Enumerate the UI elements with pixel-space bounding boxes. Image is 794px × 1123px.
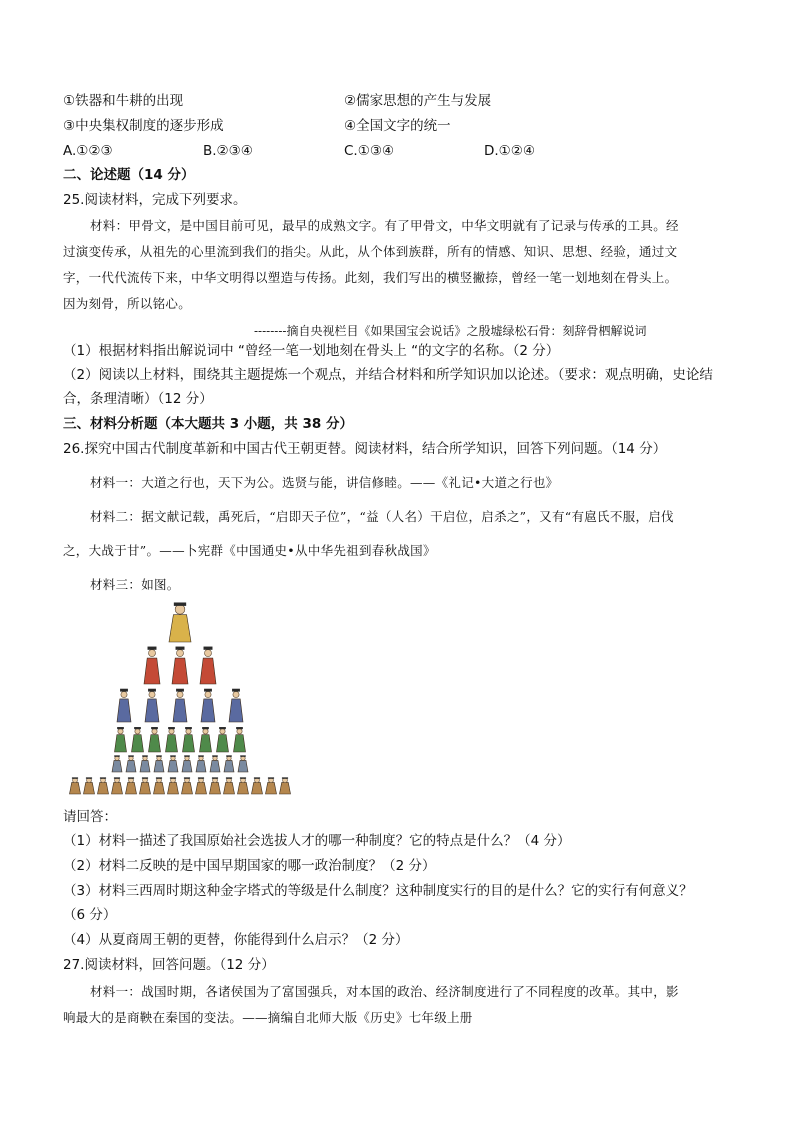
q27-material-1: 材料一：战国时期，各诸侯国为了富国强兵，对本国的政治、经济制度进行了不同程度的改革。其中，影 bbox=[90, 984, 679, 999]
official-figure bbox=[117, 689, 131, 722]
scholar-figure bbox=[115, 727, 127, 752]
commoner-figure bbox=[196, 755, 206, 772]
slave-figure bbox=[70, 777, 81, 794]
slave-figure bbox=[252, 777, 263, 794]
king-figure bbox=[169, 602, 191, 642]
slave-figure bbox=[154, 777, 165, 794]
commoner-figure bbox=[238, 755, 248, 772]
commoner-figure bbox=[140, 755, 150, 772]
q26-sub-question-2: （2）材料二反映的是中国早期国家的哪一政治制度？（2 分） bbox=[63, 858, 436, 874]
commoner-figure bbox=[126, 755, 136, 772]
choice-b: B.②③④ bbox=[203, 143, 253, 159]
scholar-figure bbox=[166, 727, 178, 752]
scholar-figure bbox=[217, 727, 229, 752]
q25-sub-question-1: （1）根据材料指出解说词中 “曾经一笔一划地刻在骨头上 “的文字的名称。（2 分） bbox=[63, 343, 560, 359]
slave-figure bbox=[266, 777, 277, 794]
q25-material-line: 材料：甲骨文，是中国目前可见，最早的成熟文字。有了甲骨文，中华文明就有了记录与传承的工具。经 bbox=[90, 218, 679, 233]
section-3-heading: 三、材料分析题（本大题共 3 小题，共 38 分） bbox=[63, 416, 353, 432]
q25-material-line: 因为刻骨，所以铭心。 bbox=[63, 296, 192, 311]
q26-material-3: 材料三：如图。 bbox=[90, 577, 180, 592]
commoner-figure bbox=[224, 755, 234, 772]
q26-sub-question-3-cont: （6 分） bbox=[63, 907, 117, 923]
commoner-figure bbox=[168, 755, 178, 772]
slave-figure bbox=[196, 777, 207, 794]
scholar-figure bbox=[149, 727, 161, 752]
choice-d: D.①②④ bbox=[484, 143, 535, 159]
q26-sub-question-1: （1）材料一描述了我国原始社会选拔人才的哪一种制度？它的特点是什么？（4 分） bbox=[63, 833, 571, 849]
commoner-figure bbox=[210, 755, 220, 772]
slave-figure bbox=[224, 777, 235, 794]
slave-figure bbox=[182, 777, 193, 794]
official-figure bbox=[173, 689, 187, 722]
choice-c: C.①③④ bbox=[344, 143, 395, 159]
commoner-figure bbox=[112, 755, 122, 772]
q27-material-1-cont: 响最大的是商鞅在秦国的变法。——摘编自北师大版《历史》七年级上册 bbox=[63, 1010, 473, 1025]
official-figure bbox=[201, 689, 215, 722]
scholar-figure bbox=[183, 727, 195, 752]
q26-ask: 请回答： bbox=[63, 809, 117, 825]
commoner-figure bbox=[154, 755, 164, 772]
option-1: ①铁器和牛耕的出现 bbox=[63, 93, 184, 109]
q25-stem: 25.阅读材料，完成下列要求。 bbox=[63, 192, 247, 208]
q26-material-2-cont: 之，大战于甘”。——卜宪群《中国通史•从中华先祖到春秋战国》 bbox=[63, 543, 436, 558]
q26-material-1: 材料一：大道之行也，天下为公。选贤与能，讲信修睦。——《礼记•大道之行也》 bbox=[90, 475, 559, 490]
q26-sub-question-4: （4）从夏商周王朝的更替，你能得到什么启示？（2 分） bbox=[63, 932, 409, 948]
slave-figure bbox=[238, 777, 249, 794]
q26-sub-question-3: （3）材料三西周时期这种金字塔式的等级是什么制度？这种制度实行的目的是什么？它的实行有何意义？ bbox=[63, 883, 693, 899]
official-figure bbox=[145, 689, 159, 722]
scholar-figure bbox=[132, 727, 144, 752]
q25-sub-question-2: （2）阅读以上材料，围绕其主题提炼一个观点，并结合材料和所学知识加以论述。（要求：观点明确，史论结 bbox=[63, 367, 713, 383]
option-2: ②儒家思想的产生与发展 bbox=[344, 93, 492, 109]
q26-material-2: 材料二：据文献记载，禹死后，“启即天子位”，“益（人名）干启位，启杀之”，又有“有扈氏不服，启伐 bbox=[90, 509, 674, 524]
q25-sub-question-2-cont: 合，条理清晰）（12 分） bbox=[63, 391, 213, 407]
slave-figure bbox=[84, 777, 95, 794]
slave-figure bbox=[210, 777, 221, 794]
noble-figure bbox=[144, 647, 160, 684]
slave-figure bbox=[112, 777, 123, 794]
feudal-hierarchy-pyramid-image bbox=[60, 596, 300, 801]
option-3: ③中央集权制度的逐步形成 bbox=[63, 118, 224, 134]
q25-material-line: 字，一代代流传下来，中华文明得以塑造与传扬。此刻，我们写出的横竖撇捺，曾经一笔一划地刻在骨头上。 bbox=[63, 270, 678, 285]
q25-source: --------摘自央视栏目《如果国宝会说话》之殷墟绿松石骨：刻辞骨柶解说词 bbox=[254, 324, 647, 338]
section-2-heading: 二、论述题（14 分） bbox=[63, 167, 195, 183]
q25-material-line: 过演变传承，从祖先的心里流到我们的指尖。从此，从个体到族群，所有的情感、知识、思想、经验，通过文 bbox=[63, 244, 678, 259]
commoner-figure bbox=[182, 755, 192, 772]
noble-figure bbox=[200, 647, 216, 684]
official-figure bbox=[229, 689, 243, 722]
q26-stem: 26.探究中国古代制度革新和中国古代王朝更替。阅读材料，结合所学知识，回答下列问题。（14 分） bbox=[63, 441, 667, 457]
slave-figure bbox=[140, 777, 151, 794]
noble-figure bbox=[172, 647, 188, 684]
slave-figure bbox=[168, 777, 179, 794]
scholar-figure bbox=[234, 727, 246, 752]
scholar-figure bbox=[200, 727, 212, 752]
slave-figure bbox=[98, 777, 109, 794]
choice-a: A.①②③ bbox=[63, 143, 113, 159]
slave-figure bbox=[126, 777, 137, 794]
slave-figure bbox=[280, 777, 291, 794]
q27-stem: 27.阅读材料，回答问题。（12 分） bbox=[63, 957, 275, 973]
option-4: ④全国文字的统一 bbox=[344, 118, 451, 134]
